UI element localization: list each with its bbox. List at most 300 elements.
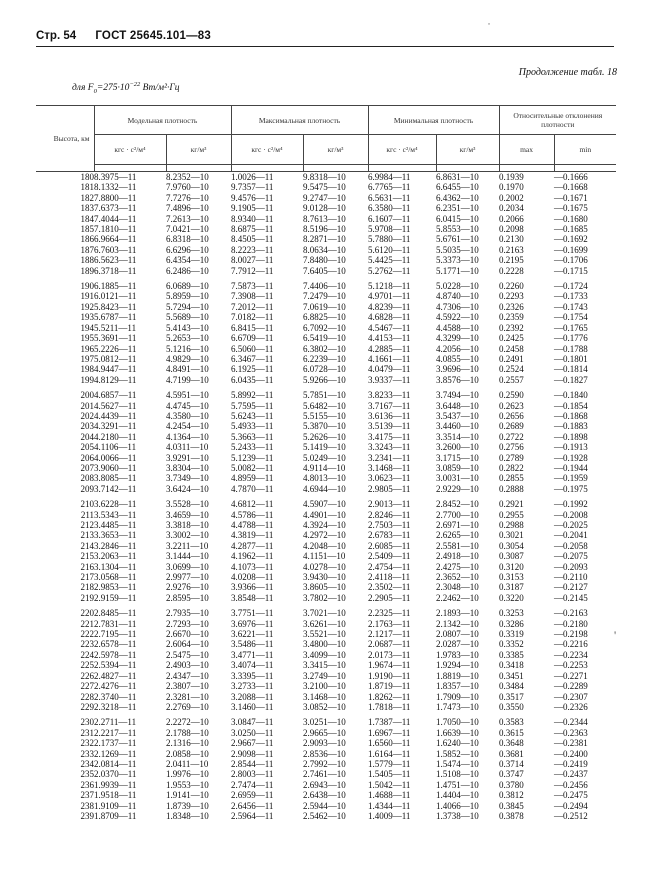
min-kg-cell: 2.7700—10	[436, 509, 479, 520]
min-kg-cell: 3.0859—10	[436, 462, 479, 473]
rel-max-cell: 0.3153	[499, 572, 524, 583]
height-cell: 197	[80, 353, 94, 364]
max-kg-cell: 6.0728—10	[303, 364, 346, 375]
model-kgs-cell: 4.2180—11	[94, 431, 137, 442]
max-kg-cell: 2.6438—10	[303, 790, 346, 801]
max-kgs-cell: 5.1239—11	[231, 452, 274, 463]
rel-max-cell: 0.1970	[499, 182, 524, 193]
max-kg-cell: 3.1468—10	[303, 691, 346, 702]
height-cell: 222	[80, 629, 94, 640]
rel-max-cell: 0.2656	[499, 410, 524, 421]
rel-min-cell: —0.1827	[554, 374, 588, 385]
table-row	[36, 780, 616, 790]
max-kgs-cell: 3.5486—11	[231, 639, 274, 650]
rel-min-cell: —0.2180	[554, 618, 588, 629]
model-kgs-cell: 5.3691—11	[94, 333, 137, 344]
rel-max-cell: 0.3021	[499, 530, 524, 541]
max-kgs-cell: 6.1925—11	[231, 364, 274, 375]
min-kg-cell: 4.0855—10	[436, 353, 479, 364]
min-kgs-cell: 4.2885—11	[368, 343, 411, 354]
model-kgs-cell: 2.7195—11	[94, 629, 137, 640]
max-kg-cell: 4.3924—10	[303, 520, 346, 530]
model-kgs-cell: 6.9664—11	[94, 234, 137, 245]
min-kgs-cell: 2.9805—11	[368, 483, 411, 494]
min-kg-cell: 6.2351—10	[436, 203, 479, 214]
table-row	[36, 738, 616, 748]
rel-min-cell: —0.1699	[554, 244, 588, 255]
model-kgs-cell: 4.4439—11	[94, 410, 137, 421]
table-row	[36, 473, 616, 483]
model-kg-cell: 7.9760—10	[166, 182, 209, 193]
model-kg-cell: 7.0421—10	[166, 224, 209, 235]
min-density-header: Минимальная плотность	[368, 106, 499, 135]
model-kgs-cell: 3.2063—11	[94, 551, 137, 562]
max-kg-cell: 9.2747—10	[303, 192, 346, 203]
model-kgs-cell: 4.8129—11	[94, 374, 137, 385]
rel-max-cell: 0.2557	[499, 374, 524, 385]
model-kg-cell: 3.8304—10	[166, 462, 209, 473]
table-row	[36, 582, 616, 592]
table-row	[36, 639, 616, 649]
model-kgs-cell: 2.5978—11	[94, 649, 137, 660]
model-kgs-cell: 3.5343—11	[94, 509, 137, 520]
height-cell: 214	[80, 540, 94, 551]
table-row	[36, 759, 616, 769]
rel-min-cell: —0.1814	[554, 364, 588, 375]
rel-min-cell: —0.1840	[554, 390, 588, 401]
rel-max-cell: 0.3747	[499, 769, 524, 780]
model-kgs-cell: 3.7142—11	[94, 483, 137, 494]
model-kgs-cell: 3.1304—11	[94, 561, 137, 572]
height-cell: 202	[80, 410, 94, 421]
model-kg-cell: 6.0689—10	[166, 281, 209, 292]
table-row	[36, 530, 616, 540]
min-kg-cell: 1.7050—10	[436, 717, 479, 728]
model-kg-cell: 2.4347—10	[166, 670, 209, 681]
model-kg-cell: 2.9977—10	[166, 572, 209, 583]
min-kgs-cell: 5.2762—11	[368, 265, 411, 276]
max-kg-cell: 3.4099—10	[303, 649, 346, 660]
min-kgs-cell: 1.5779—11	[368, 758, 411, 769]
max-kgs-cell: 2.8544—11	[231, 758, 274, 769]
model-kgs-cell: 2.0814—11	[94, 758, 137, 769]
rel-max-cell: 0.2293	[499, 291, 524, 302]
max-kg-cell: 3.8605—10	[303, 582, 346, 593]
max-kg-cell: 9.0128—10	[303, 203, 346, 214]
min-kgs-cell: 2.4754—11	[368, 561, 411, 572]
height-cell: 210	[80, 499, 94, 510]
height-cell: 218	[80, 582, 94, 593]
rel-min-cell: —0.2025	[554, 520, 588, 530]
model-kg-cell: 2.8595—10	[166, 592, 209, 603]
rel-min-cell: —0.1671	[554, 192, 588, 203]
rel-max-cell: 0.2130	[499, 234, 524, 245]
unit-kg-header: кг/м³	[166, 135, 231, 165]
model-kgs-cell: 1.9109—11	[94, 800, 137, 811]
min-kgs-cell: 1.8719—11	[368, 681, 411, 692]
rel-min-cell: —0.1776	[554, 333, 588, 344]
rel-min-cell: —0.1680	[554, 213, 588, 224]
min-kgs-cell: 2.2905—11	[368, 592, 411, 603]
max-kg-cell: 3.0251—10	[303, 717, 346, 728]
min-kg-cell: 4.7306—10	[436, 301, 479, 312]
max-kg-cell: 4.4901—10	[303, 509, 346, 520]
model-kg-cell: 2.6064—10	[166, 639, 209, 650]
model-kg-cell: 2.2769—10	[166, 701, 209, 712]
unit-kgs-header: кгс · с²/м⁴	[231, 135, 303, 165]
max-kg-cell: 8.7613—10	[303, 213, 346, 224]
height-cell: 231	[80, 727, 94, 738]
max-kgs-cell: 4.4788—11	[231, 520, 274, 530]
table-row	[36, 344, 616, 354]
scan-mark: '	[614, 628, 617, 642]
table-row	[36, 245, 616, 255]
model-kgs-cell: 5.0812—11	[94, 353, 137, 364]
rel-max-cell: 0.2458	[499, 343, 524, 354]
model-kg-cell: 4.1364—10	[166, 431, 209, 442]
min-kg-cell: 1.7909—10	[436, 691, 479, 702]
height-cell: 189	[80, 265, 94, 276]
model-kgs-cell: 2.9853—11	[94, 582, 137, 593]
model-kgs-cell: 2.9159—11	[94, 592, 137, 603]
height-cell: 208	[80, 473, 94, 484]
rel-min-cell: —0.1913	[554, 442, 588, 453]
height-cell: 237	[80, 790, 94, 801]
model-kgs-cell: 5.5211—11	[94, 322, 137, 333]
max-kg-cell: 4.6944—10	[303, 483, 346, 494]
rel-min-cell: —0.1992	[554, 499, 588, 510]
height-cell: 227	[80, 681, 94, 692]
model-kgs-cell: 5.8423—11	[94, 301, 137, 312]
rel-min-cell: —0.1788	[554, 343, 588, 354]
min-kg-cell: 2.4275—10	[436, 561, 479, 572]
height-cell: 228	[80, 691, 94, 702]
min-kgs-cell: 3.2341—11	[368, 452, 411, 463]
max-kgs-cell: 7.5873—11	[231, 281, 274, 292]
max-kg-cell: 3.6261—10	[303, 618, 346, 629]
max-kg-cell: 4.5907—10	[303, 499, 346, 510]
max-kgs-cell: 4.3819—11	[231, 530, 274, 541]
max-kgs-cell: 3.4771—11	[231, 649, 274, 660]
rel-min-cell: —0.2216	[554, 639, 588, 650]
max-kgs-cell: 7.7912—11	[231, 265, 274, 276]
rel-max-cell: 0.2756	[499, 442, 524, 453]
min-kgs-cell: 3.1468—11	[368, 462, 411, 473]
model-kg-cell: 2.4903—10	[166, 660, 209, 671]
rel-min-cell: —0.2163	[554, 608, 588, 619]
min-kg-cell: 2.6265—10	[436, 530, 479, 541]
min-kg-cell: 5.3373—10	[436, 255, 479, 266]
rel-max-cell: 0.3385	[499, 649, 524, 660]
min-kgs-cell: 6.9984—11	[368, 172, 411, 182]
table-row	[36, 432, 616, 442]
height-cell: 233	[80, 748, 94, 759]
rel-max-cell: 0.3845	[499, 800, 524, 811]
table-row	[36, 453, 616, 463]
min-header: min	[554, 135, 616, 165]
model-kgs-cell: 4.9447—11	[94, 364, 137, 375]
max-kgs-cell: 6.5060—11	[231, 343, 274, 354]
table-row	[36, 681, 616, 691]
table-row	[36, 510, 616, 520]
scan-mark: ˙	[487, 20, 491, 34]
max-kgs-cell: 8.6875—11	[231, 224, 274, 235]
rel-min-cell: —0.1928	[554, 452, 588, 463]
model-kg-cell: 1.9553—10	[166, 779, 209, 790]
table-body	[36, 172, 616, 822]
model-kgs-cell: 3.2846—11	[94, 540, 137, 551]
model-kg-cell: 6.2486—10	[166, 265, 209, 276]
model-kgs-cell: 8.1332—11	[94, 182, 137, 193]
rel-min-cell: —0.2198	[554, 629, 588, 640]
min-kgs-cell: 5.6120—11	[368, 244, 411, 255]
min-kgs-cell: 4.8239—11	[368, 301, 411, 312]
model-kg-cell: 7.7276—10	[166, 192, 209, 203]
min-kg-cell: 1.7473—10	[436, 701, 479, 712]
table-row	[36, 224, 616, 234]
height-cell: 235	[80, 769, 94, 780]
max-kg-cell: 8.2871—10	[303, 234, 346, 245]
rel-min-cell: —0.1975	[554, 483, 588, 494]
max-kgs-cell: 4.7870—11	[231, 483, 274, 494]
model-kg-cell: 1.8348—10	[166, 810, 209, 821]
min-kgs-cell: 4.0479—11	[368, 364, 411, 375]
model-kg-cell: 2.7935—10	[166, 608, 209, 619]
height-cell: 195	[80, 333, 94, 344]
min-kgs-cell: 3.4175—11	[368, 431, 411, 442]
max-kgs-cell: 6.0435—11	[231, 374, 274, 385]
rel-min-cell: —0.1692	[554, 234, 588, 245]
rel-max-cell: 0.3087	[499, 551, 524, 562]
max-kg-cell: 3.7021—10	[303, 608, 346, 619]
model-kgs-cell: 7.6373—11	[94, 203, 137, 214]
height-cell: 232	[80, 738, 94, 749]
model-kg-cell: 2.0411—10	[166, 758, 209, 769]
rel-max-cell: 0.2326	[499, 301, 524, 312]
max-kg-cell: 4.2972—10	[303, 530, 346, 541]
table-row	[36, 717, 616, 727]
max-kgs-cell: 4.2877—11	[231, 540, 274, 551]
model-kgs-cell: 2.7831—11	[94, 618, 137, 629]
model-kg-cell: 5.4143—10	[166, 322, 209, 333]
rel-max-cell: 0.3253	[499, 608, 524, 619]
table-row	[36, 629, 616, 639]
min-kgs-cell: 2.6783—11	[368, 530, 411, 541]
min-kg-cell: 2.3652—10	[436, 572, 479, 583]
rel-max-cell: 0.2002	[499, 192, 524, 203]
rel-min-cell: —0.2127	[554, 582, 588, 593]
model-kg-cell: 4.5951—10	[166, 390, 209, 401]
page-number: Стр. 54	[36, 30, 77, 42]
min-kgs-cell: 2.8246—11	[368, 509, 411, 520]
min-kgs-cell: 4.5467—11	[368, 322, 411, 333]
max-kgs-cell: 3.6221—11	[231, 629, 274, 640]
table-row	[36, 281, 616, 291]
model-kg-cell: 2.3281—10	[166, 691, 209, 702]
model-kg-cell: 2.9276—10	[166, 582, 209, 593]
max-kgs-cell: 8.9340—11	[231, 213, 274, 224]
max-kg-cell: 6.5419—10	[303, 333, 346, 344]
min-kgs-cell: 3.3243—11	[368, 442, 411, 453]
rel-min-cell: —0.2271	[554, 670, 588, 681]
rel-max-cell: 0.2034	[499, 203, 524, 214]
height-cell: 234	[80, 758, 94, 769]
min-kg-cell: 1.4066—10	[436, 800, 479, 811]
max-kgs-cell: 7.2012—11	[231, 301, 274, 312]
max-kg-cell: 3.7802—10	[303, 592, 346, 603]
max-kg-cell: 7.2479—10	[303, 291, 346, 302]
max-kgs-cell: 2.7474—11	[231, 779, 274, 790]
max-density-header: Максимальная плотность	[231, 106, 368, 135]
model-kgs-cell: 3.9060—11	[94, 462, 137, 473]
max-kg-cell: 3.0852—10	[303, 701, 346, 712]
density-table	[36, 105, 616, 821]
model-kg-cell: 3.4659—10	[166, 509, 209, 520]
rel-max-cell: 0.3812	[499, 790, 524, 801]
height-cell: 219	[80, 592, 94, 603]
model-kgs-cell: 4.3291—11	[94, 421, 137, 432]
rel-max-cell: 0.3648	[499, 738, 524, 749]
rel-max-cell: 0.2590	[499, 390, 524, 401]
model-kg-cell: 5.1216—10	[166, 343, 209, 354]
height-cell: 206	[80, 452, 94, 463]
min-kg-cell: 2.1893—10	[436, 608, 479, 619]
model-kgs-cell: 4.0066—11	[94, 452, 137, 463]
min-kgs-cell: 1.5042—11	[368, 779, 411, 790]
max-kg-cell: 3.9430—10	[303, 572, 346, 583]
min-kg-cell: 1.5852—10	[436, 748, 479, 759]
model-kg-cell: 3.3002—10	[166, 530, 209, 541]
table-row	[36, 364, 616, 374]
model-kg-cell: 6.8318—10	[166, 234, 209, 245]
unit-kg-header: кг/м³	[303, 135, 368, 165]
model-kg-cell: 2.5475—10	[166, 649, 209, 660]
table-row	[36, 463, 616, 473]
model-kgs-cell: 2.4276—11	[94, 681, 137, 692]
max-kg-cell: 7.4406—10	[303, 281, 346, 292]
table-row	[36, 541, 616, 551]
rel-min-cell: —0.2475	[554, 790, 588, 801]
rel-min-cell: —0.1944	[554, 462, 588, 473]
max-kgs-cell: 8.0027—11	[231, 255, 274, 266]
height-cell: 203	[80, 421, 94, 432]
height-cell: 225	[80, 660, 94, 671]
min-kg-cell: 1.4404—10	[436, 790, 479, 801]
min-kg-cell: 5.1771—10	[436, 265, 479, 276]
rel-max-cell: 0.2066	[499, 213, 524, 224]
min-kgs-cell: 6.5631—11	[368, 192, 411, 203]
rel-max-cell: 0.2623	[499, 400, 524, 411]
table-row	[36, 593, 616, 603]
max-kg-cell: 2.5944—10	[303, 800, 346, 811]
rel-max-cell: 0.2260	[499, 281, 524, 292]
rel-max-cell: 0.2855	[499, 473, 524, 484]
rel-max-cell: 0.3054	[499, 540, 524, 551]
min-kg-cell: 1.8357—10	[436, 681, 479, 692]
model-kg-cell: 2.7293—10	[166, 618, 209, 629]
min-kg-cell: 3.3514—10	[436, 431, 479, 442]
min-kg-cell: 6.6455—10	[436, 182, 479, 193]
model-kgs-cell: 6.0121—11	[94, 291, 137, 302]
max-kg-cell: 7.6405—10	[303, 265, 346, 276]
min-kg-cell: 1.3738—10	[436, 810, 479, 821]
table-row	[36, 255, 616, 265]
rel-max-cell: 0.2921	[499, 499, 524, 510]
min-kg-cell: 1.8819—10	[436, 670, 479, 681]
height-cell: 186	[80, 234, 94, 245]
height-cell: 229	[80, 701, 94, 712]
max-kg-cell: 3.4800—10	[303, 639, 346, 650]
min-kg-cell: 2.8452—10	[436, 499, 479, 510]
model-kgs-cell: 2.1737—11	[94, 738, 137, 749]
table-row	[36, 484, 616, 494]
max-kgs-cell: 9.7357—11	[231, 182, 274, 193]
min-kg-cell: 4.5922—10	[436, 312, 479, 323]
height-cell: 184	[80, 213, 94, 224]
table-row	[36, 619, 616, 629]
min-kgs-cell: 6.3580—11	[368, 203, 411, 214]
max-kg-cell: 4.1151—10	[303, 551, 346, 562]
table-row	[36, 333, 616, 343]
model-kgs-cell: 2.2711—11	[94, 717, 137, 728]
model-kg-cell: 1.8739—10	[166, 800, 209, 811]
model-kg-cell: 4.8491—10	[166, 364, 209, 375]
min-kg-cell: 1.5474—10	[436, 758, 479, 769]
table-row	[36, 291, 616, 301]
model-kg-cell: 2.1316—10	[166, 738, 209, 749]
model-kgs-cell: 3.4485—11	[94, 520, 137, 530]
min-kg-cell: 1.5108—10	[436, 769, 479, 780]
table-row	[36, 811, 616, 821]
max-kgs-cell: 3.1460—11	[231, 701, 274, 712]
model-kgs-cell: 2.8485—11	[94, 608, 137, 619]
model-kgs-cell: 4.5627—11	[94, 400, 137, 411]
height-cell: 223	[80, 639, 94, 650]
rel-min-cell: —0.2289	[554, 681, 588, 692]
table-row	[36, 650, 616, 660]
max-header: max	[499, 135, 554, 165]
rel-min-cell: —0.1675	[554, 203, 588, 214]
table-row	[36, 801, 616, 811]
rel-max-cell: 0.3187	[499, 582, 524, 593]
max-kgs-cell: 5.4933—11	[231, 421, 274, 432]
model-kg-cell: 2.6670—10	[166, 629, 209, 640]
rel-max-cell: 0.2163	[499, 244, 524, 255]
rel-min-cell: —0.2512	[554, 810, 588, 821]
table-row	[36, 421, 616, 431]
min-kg-cell: 3.5437—10	[436, 410, 479, 421]
min-kg-cell: 2.0287—10	[436, 639, 479, 650]
rel-max-cell: 0.2392	[499, 322, 524, 333]
rel-max-cell: 0.2822	[499, 462, 524, 473]
max-kgs-cell: 8.4505—11	[231, 234, 274, 245]
rel-max-cell: 0.3319	[499, 629, 524, 640]
table-row	[36, 203, 616, 213]
rel-min-cell: —0.2456	[554, 779, 588, 790]
max-kg-cell: 2.7461—10	[303, 769, 346, 780]
model-kg-cell: 3.9291—10	[166, 452, 209, 463]
height-cell: 199	[80, 374, 94, 385]
max-kg-cell: 5.6482—10	[303, 400, 346, 411]
min-kg-cell: 1.4751—10	[436, 779, 479, 790]
model-kg-cell: 1.9976—10	[166, 769, 209, 780]
min-kg-cell: 3.8576—10	[436, 374, 479, 385]
max-kg-cell: 6.8825—10	[303, 312, 346, 323]
table-row	[36, 749, 616, 759]
min-kg-cell: 4.4588—10	[436, 322, 479, 333]
height-cell: 220	[80, 608, 94, 619]
min-kg-cell: 3.4460—10	[436, 421, 479, 432]
